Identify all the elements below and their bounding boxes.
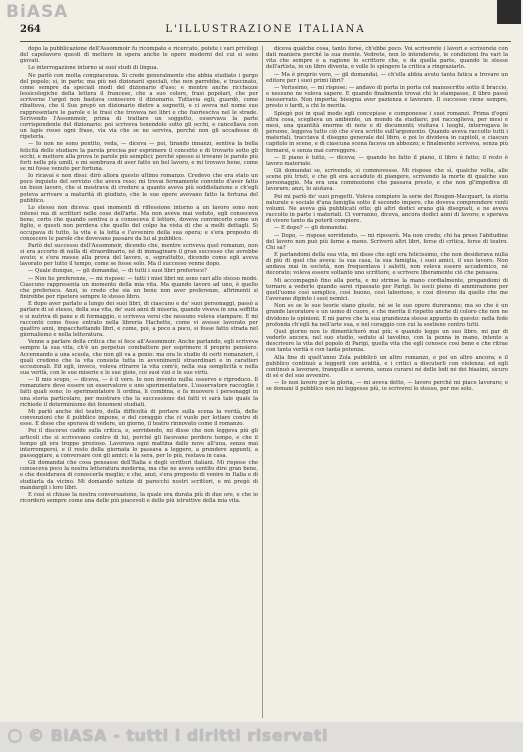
paragraph: Parlò del successo dell'Assommoir, dicendo che, mentre scriveva quel romanzo, non si era accorto di nulla di straordinario, né di immaginare il gran successo che avrebbe avuto; e s'era messo alla prova del lavoro, e, soprattutto, dicendo come egli aveva lavorato per tutto il tempo, come se fosse solo. Ma il successo venne dopo. bbox=[20, 242, 258, 268]
page-number: 264 bbox=[20, 24, 41, 35]
paragraph: E così si chiuse la nostra conversazione, la quale era durata più di due ore, e che io ricorderò sempre come una delle più piacevoli e delle più istruttive della mia vita. bbox=[20, 491, 258, 505]
paragraph: Lo stesso non diceva: quei momenti di riflessione intorno a un lavoro sono non intensi ma di scrittori nelle cose dell'arte. Ma non aveva mai veduto, egli conosceva bene, certo che quando sentiva o a conosceva il lettore, doveva convincerlo come un figlio, e questi non perdeva che quello del colpo ha vista di che a molti dettagli. Si occupava di tutto, la vita e la lotta e l'avvenire della sua opera; e s'era proposto di conoscere le parole che dovevano passare da lui al pubblico. bbox=[20, 204, 258, 242]
column-divider bbox=[262, 46, 263, 718]
paragraph: — Quale dunque, — gli domandai, — di tutti i suoi libri preferisce? bbox=[28, 268, 207, 275]
paragraph: Poi il discorso cadde sulla critica, e, sorridendo, mi disse che non leggeva più gli articoli che si scrivevano contro di lui, perché gli facevano perdere tempo, e che il tempo gli era troppo prezioso. Lavorava ogni mattina dalle nove all'una, senza mai interrompersi, e il resto della giornata lo passava a leggere, a prendere appunti, a passeggiare, a conversare con gli amici; e la sera, per lo più, restava in casa. bbox=[20, 428, 258, 459]
paragraph: Lo interrogazione intorno ai suoi studi di lingua. bbox=[28, 65, 159, 72]
paragraph: Io ricavai e non dissi: dirò allora questo ultimo romanzo. Credevo che era stato un poco inquieto del servizio che aveva reso; mi trovai fermamente convinto d'aver fatto un buon lavoro, che si mostrava di credere a quanto aveva più soddisfazione e ch'egli poteva arrivare a maturità di giudizio, che le sue opere avevano fatto la fortuna del pubblico. bbox=[20, 173, 258, 204]
paragraph: dopo la pubblicazione dell'Assommoir fu ricompato e ricercato, potete i vari privilegi del capolavoro questi di mettere in opera anche le opere moderni del cui si sono giovati. bbox=[20, 46, 258, 65]
watermark-footer bbox=[0, 722, 523, 752]
paragraph: E dopo aver parlato a lungo dei suoi libri, di ciascuno e de' suoi personaggi, passò a parlare di sé stesso, della sua vita, de' suoi anni di miseria, quando viveva in una soffitta e si nutriva di pane e di formaggio, e scriveva versi che nessuno voleva stampare. E mi raccontò come fosse entrato nella libreria Hachette, come vi avesse lavorato per quattro anni, impacchettando libri, e come, poi, a poco a poco, si fosse fatto strada nel giornalismo e nella letteratura. bbox=[20, 301, 258, 339]
paragraph: — Io non ne sono pentito, veda, — diceva — poi, tirando innanzi, sentiva la bella felicità dello studiare la parola precisa per esprimere il concetto e di trovarlo sotto gli occhi, e mettere alla prova le parole più semplici; perché spesso si trovano le parole più forti nelle più umili, e mi sembrava di aver fatto un bel lavoro, e mi trovavo bene, come se mi fosse venuto per fortuna. bbox=[20, 141, 258, 172]
watermark-footer-text: © BiASA - tutti i diritti riservati bbox=[28, 726, 328, 745]
paragraph: — Non ho preferenze, — mi rispose: — tutti i miei libri mi sono cari allo stesso modo. Ciascuno rappresenta un momento della mia vita. Ma quando lavoro ad uno, è quello che preferisco. Anzi, io credo che sia un bene non aver preferenze, altrimenti si finirebbe per ripetere sempre lo stesso libro. bbox=[20, 275, 258, 301]
paragraph: Spiegò poi in qual modo egli concepisse e componesse i suoi romanzi. Prima d'ogni altra cosa, sceglieva un ambiente, un mondo da studiare; poi raccoglieva, per mesi e mesi, una quantità enorme di note e di documenti; visitava i luoghi, interrogava le persone, leggeva tutto ciò che s'era scritto sull'argomento. Quando aveva raccolto tutti i materiali, tracciava il disegno generale del libro, e poi lo divideva in capitoli, e ciascun capitolo in scene, e di ciascuna scena faceva un abbozzo; e finalmente scriveva, senza più fermarsi, e senza mai correggere. bbox=[266, 110, 508, 154]
paragraph: Venne a parlare della critica che si fece all'Assommoir. Anche parlando, egli scriveva sempre la sua vita, ch'è un perpetuo combattere per esprimere il proprio pensiero. Accennando a una scuola, che non gli va a genio: ma ora lo studio di certi romanzieri, i quali credono che la vita consista tutta in avvenimenti straordinari e in caratteri eccezionali. Ed egli, invece, voleva ritrarre la vita com'è, nella sua semplicità e nella sua verità, con le sue miserie e le sue gioie, coi suoi vizi e le sue virtù. bbox=[20, 339, 258, 376]
paragraph: — Io non lavoro per la gloria, — mi aveva detto, — lavoro perché mi piace lavorare; e se domani il pubblico non mi leggesse più, io scriverei lo stesso, per me solo. bbox=[266, 380, 508, 393]
left-column bbox=[20, 46, 258, 718]
paragraph: — Dopo, — rispose sorridendo, — mi riposerò. Ma non credo; chi ha preso l'abitudine del lavoro non può più farne a meno. Scriverò altri libri, forse di critica, forse di teatro. Chi sa? bbox=[266, 232, 508, 251]
paragraph: Non so se le sue teorie siano giuste, né se le sue opere dureranno; ma so che è un grande lavoratore e un uomo di cuore, e che merita il rispetto anche di coloro che non ne dividono le opinioni. E mi parve che la sua grandezza stesse appunto in questo: nella fede profonda ch'egli ha nell'arte sua, e nel coraggio con cui la sostiene contro tutti. bbox=[266, 303, 508, 328]
paragraph: Mi accompagnò fino alla porta, e mi strinse la mano cordialmente, pregandomi di tornare a vederlo quando sarei ripassato per Parigi. Io uscii pieno di ammirazione per quell'uomo così semplice, così buono, così laborioso, e così diverso da quello che me l'avevano dipinto i suoi nemici. bbox=[266, 277, 508, 303]
paragraph: Gli domandai se, scrivendo, si commovesse. Mi rispose che sì, qualche volta, alle scene più tristi, e che gli era accaduto di piangere, scrivendo la morte di qualche suo personaggio. Ma era una commozione che passava presto, e che non gl'impediva di lavorare; anzi, lo aiutava. bbox=[266, 167, 508, 193]
paragraph: diceva qualche cosa, tanto forse, ch'ebbe poco. Voi scriverete i lavori e scriverete con dati maniera perché la sua mente. Vedrete, non lo intenderete, le condizioni fra vari la vita che sempre e a ragione lo scrittore che, e da quella parte, quando le stesse dell'artista, in un libro diventa, e volle lo spingere la critica a ringraziarlo. bbox=[266, 46, 508, 71]
paragraph: — Il mio scopo, — diceva, — è il vero. Io non invento nulla; osservo e riproduco. Il romanziere deve essere un osservatore e uno sperimentatore. L'osservatore raccoglie i fatti quali sono; lo sperimentatore li ordina, li combina, e fa muovere i personaggi in una storia particolare, per mostrare che la successione dei fatti vi sarà tale quale la richiede il determinismo dei fenomeni studiati. bbox=[20, 377, 258, 408]
paragraph: Mi parlò anche del teatro, della difficoltà di portare sulla scena la verità, delle convenzioni che il pubblico impone, e del coraggio che ci vuole per lottare contro di esse. E disse che sperava di vedere, un giorno, il teatro rinnovato come il romanzo. bbox=[20, 408, 258, 428]
running-title: L'ILLUSTRAZIONE ITALIANA bbox=[165, 24, 366, 35]
paragraph: Quel giorno non lo dimenticherò mai più; e quando leggo un suo libro, mi par di vederlo ancora, nel suo studio, seduto al tavolino, con la penna in mano, intento a descrivere la vita del popolo di Parigi, quella vita che egli conosce così bene e che ritrae con tanta verità e con tanta potenza. bbox=[266, 328, 508, 354]
right-column bbox=[266, 46, 508, 718]
paragraph: Alla fine di quell'anno Zola pubblicò un altro romanzo, e poi un altro ancora; e il pubblico continuò a leggerli con avidità, e i critici a discuterli con violenza; ed egli continuò a lavorare, tranquillo e sereno, senza curarsi né delle lodi né dei biasimi, sicuro di sé e del suo avvenire. bbox=[266, 354, 508, 379]
page-header bbox=[20, 24, 511, 40]
paragraph: Poi mi parlò de' suoi progetti. Voleva compiere la serie dei Rougon-Macquart, la storia naturale e sociale d'una famiglia sotto il secondo impero, che doveva comprendere venti volumi. Ne aveva già pubblicati otto; gli altri dodici erano già disegnati, e ne aveva raccolto in parte i materiali. Ci vorranno, diceva, ancora dodici anni di lavoro; e sperava di vivere tanto da poterli compiere. bbox=[266, 193, 508, 225]
paragraph: — Ma è proprio vero, — gli domandai, — ch'ella abbia avuto tanta fatica a trovare un editore per i suoi primi libri? bbox=[266, 71, 508, 84]
paragraph: E parlandomi della sua vita, mi disse che egli era felicissimo, che non desiderava nulla di più di quel che aveva: la sua casa, la sua famiglia, i suoi amici, il suo lavoro. Non andava mai in società, non frequentava i salotti, non voleva essere accademico, né decorato; voleva essere soltanto uno scrittore, e scrivere liberamente ciò che pensava. bbox=[266, 252, 508, 277]
paragraph: Ne parlò con molta compiacenza. Si crede generalmente che abbia studiato i gergo del popolo; si, in parte; ma più nei dizionarii speciali, che non parrebbe, e trascinato, come sempre da speciali modi del dizionario d'uso; e mentre anche ricchezze lessicologiche della lettera il francese, che a suo colore, frasi popolari, che per scriverne l'argot non bastava conoscere il dizionario. Tuttavia egli, guardò, come ribatteva, che il Sue prepò un dizionario dietro a sognetti, e ci aveva nel nome suo rappresentare le parole e le frasi che trovava nei libri e che fuoriesciva nel le strade. Scrivendo l'Assommoir, prima di trattare un soggetto, osservava la parte corrispondente del dizionario; poi scriveva tenendolo sotto gli occhi, e cancellava con un lapis rosso ogni frase, via via che se ne serviva, perché non gli accadesse di ripeterla. bbox=[20, 72, 258, 141]
watermark-top: BiASA bbox=[6, 2, 69, 22]
paragraph: Gli domandai che cosa pensasse dell'Italia e degli scrittori italiani. Mi rispose che conosceva poco la nostra letteratura moderna, ma che ne aveva sentito dire gran bene, e che desiderava di conoscerla meglio; e che, anzi, s'era proposto di venire in Italia e di studiarla da vicino. Mi domandò notizie di parecchi nostri scrittori, e mi pregò di mandargli i loro libri. bbox=[20, 460, 258, 491]
header-rule bbox=[20, 41, 511, 42]
paragraph: — Verissimo, — mi rispose; — andavo di porta in porta col manoscritto sotto il braccio, e nessuno ne voleva sapere. E quando finalmente trovai chi lo stampasse, il libro passò inosservato. Non importa; bisogna aver pazienza e lavorare. Il successo viene sempre, presto o tardi, a chi lo merita. bbox=[266, 84, 508, 110]
paragraph: — E dopo? — gli domandai. bbox=[274, 225, 348, 232]
scan-corner-mark bbox=[497, 0, 521, 24]
paragraph: — Il piano è tutto, — diceva; — quando ho fatto il piano, il libro è fatto; il resto è lavoro materiale. bbox=[266, 154, 508, 167]
biasa-logo-icon bbox=[8, 729, 22, 743]
